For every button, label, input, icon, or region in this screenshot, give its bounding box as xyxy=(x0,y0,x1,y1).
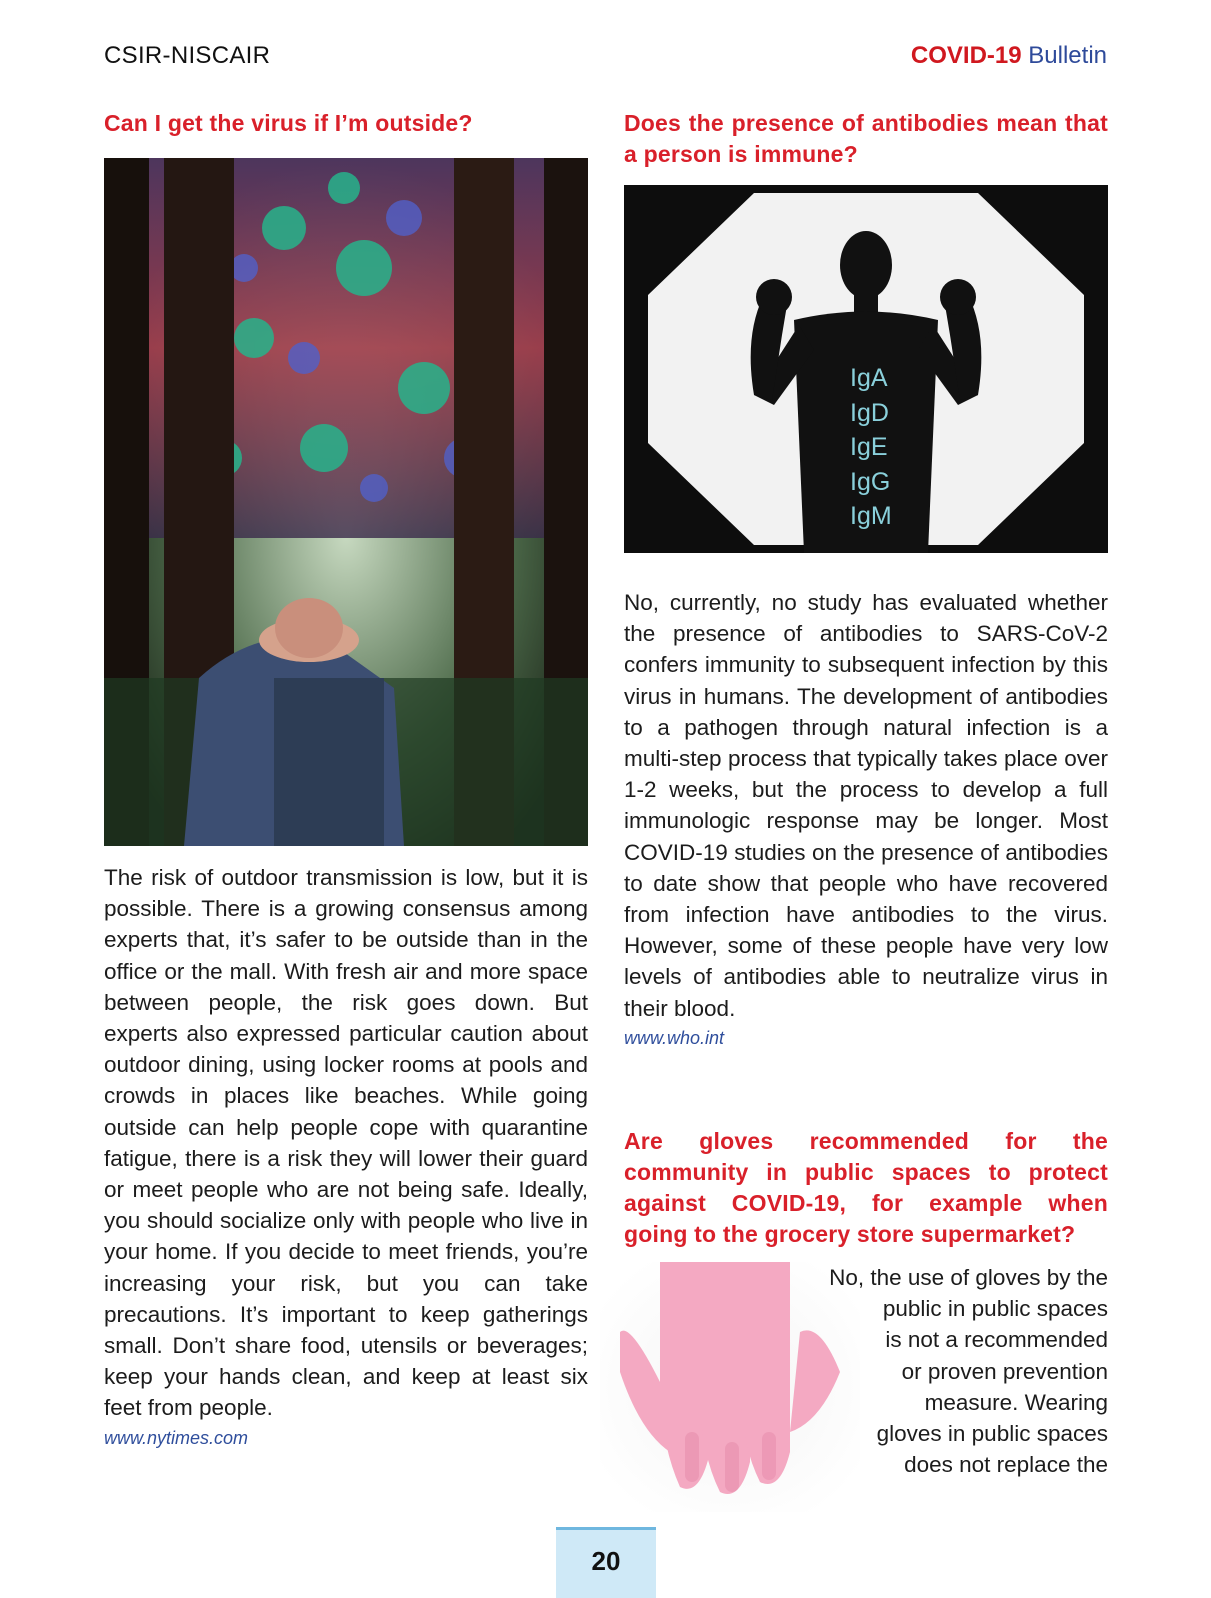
right-body-text: No, currently, no study has evaluated whether the presence of antibodies to SARS-CoV-2 confers immunity to subsequent infection by this virus in humans. The development of antibodies to a pathogen through natural infection is a multi-step process that typically takes place over 1-2 weeks, but the process to develop a full immunologic response may be longer. Most COVID-19 studies on the presence of antibodies to date show that people who have recovered from infection have antibodies to the virus. However, some of these people have very low levels of antibodies able to neutralize virus in their blood. xyxy=(624,590,1108,1021)
gloves-heading xyxy=(624,1126,1108,1250)
gloves-body xyxy=(824,1262,1108,1480)
forest-virus-image xyxy=(104,158,588,846)
right-heading: Does the presence of antibodies mean that a person is immune? xyxy=(624,110,1108,167)
right-body-wrap xyxy=(624,587,1108,1049)
header-right xyxy=(911,42,1107,70)
gloves-body-line: or proven prevention xyxy=(901,1358,1108,1384)
right-heading-wrap xyxy=(624,108,1108,170)
antibody-label: IgG xyxy=(850,467,891,496)
page-number: 20 xyxy=(591,1546,621,1576)
header-left: CSIR-NISCAIR xyxy=(104,42,271,69)
page-number-box xyxy=(556,1527,656,1598)
right-source[interactable]: www.who.int xyxy=(624,1027,725,1048)
antibody-label: IgE xyxy=(850,433,888,461)
header-covid: COVID-19 xyxy=(910,42,1022,69)
left-body-text: The risk of outdoor transmission is low, but it is possible. There is a growing consensus among experts that, it’s safer to be outside than in the office or the mall. With fresh air and more space between people, the risk goes down. But experts also expressed particular caution about outdoor dining, using locker rooms at pools and crowds in places like beaches. While going outside can help people cope with quarantine fatigue, there is a risk they will lower their guard or meet people who are not being safe. Ideally, you should socialize only with people who live in your home. If you decide to meet friends, you’re increasing your risk, but you can take precautions. It’s important to keep gatherings small. Don’t share food, utensils or beverages; keep your hands clean, and keep at least six feet from people. xyxy=(104,865,588,1421)
gloves-body-line: gloves in public spaces xyxy=(876,1421,1108,1447)
antibody-silhouette-image xyxy=(624,185,1108,553)
antibody-label: IgD xyxy=(850,398,889,427)
left-body-wrap xyxy=(104,862,588,1449)
gloves-body-line: public in public spaces xyxy=(882,1296,1108,1322)
left-heading-wrap xyxy=(104,108,588,139)
pink-gloves-image xyxy=(600,1262,860,1512)
gloves-heading-line: going to the grocery store supermarket? xyxy=(624,1221,1076,1247)
gloves-body-line: measure. Wearing xyxy=(924,1389,1108,1415)
antibody-label: IgM xyxy=(850,502,892,530)
antibody-label: IgA xyxy=(850,364,888,392)
gloves-heading-line: community in public spaces to protect xyxy=(624,1159,1108,1185)
left-source[interactable]: www.nytimes.com xyxy=(104,1427,249,1448)
left-heading: Can I get the virus if I’m outside? xyxy=(104,110,473,136)
gloves-body-line: does not replace the xyxy=(904,1452,1108,1478)
gloves-heading-line: Are gloves recommended for the xyxy=(624,1128,1108,1154)
antibody-labels xyxy=(850,361,892,534)
gloves-body-line: is not a recommended xyxy=(885,1327,1108,1353)
header-bulletin: Bulletin xyxy=(1028,42,1107,69)
gloves-body-line: No, the use of gloves by the xyxy=(829,1265,1108,1290)
gloves-heading-line: against COVID-19, for example when xyxy=(624,1190,1108,1216)
